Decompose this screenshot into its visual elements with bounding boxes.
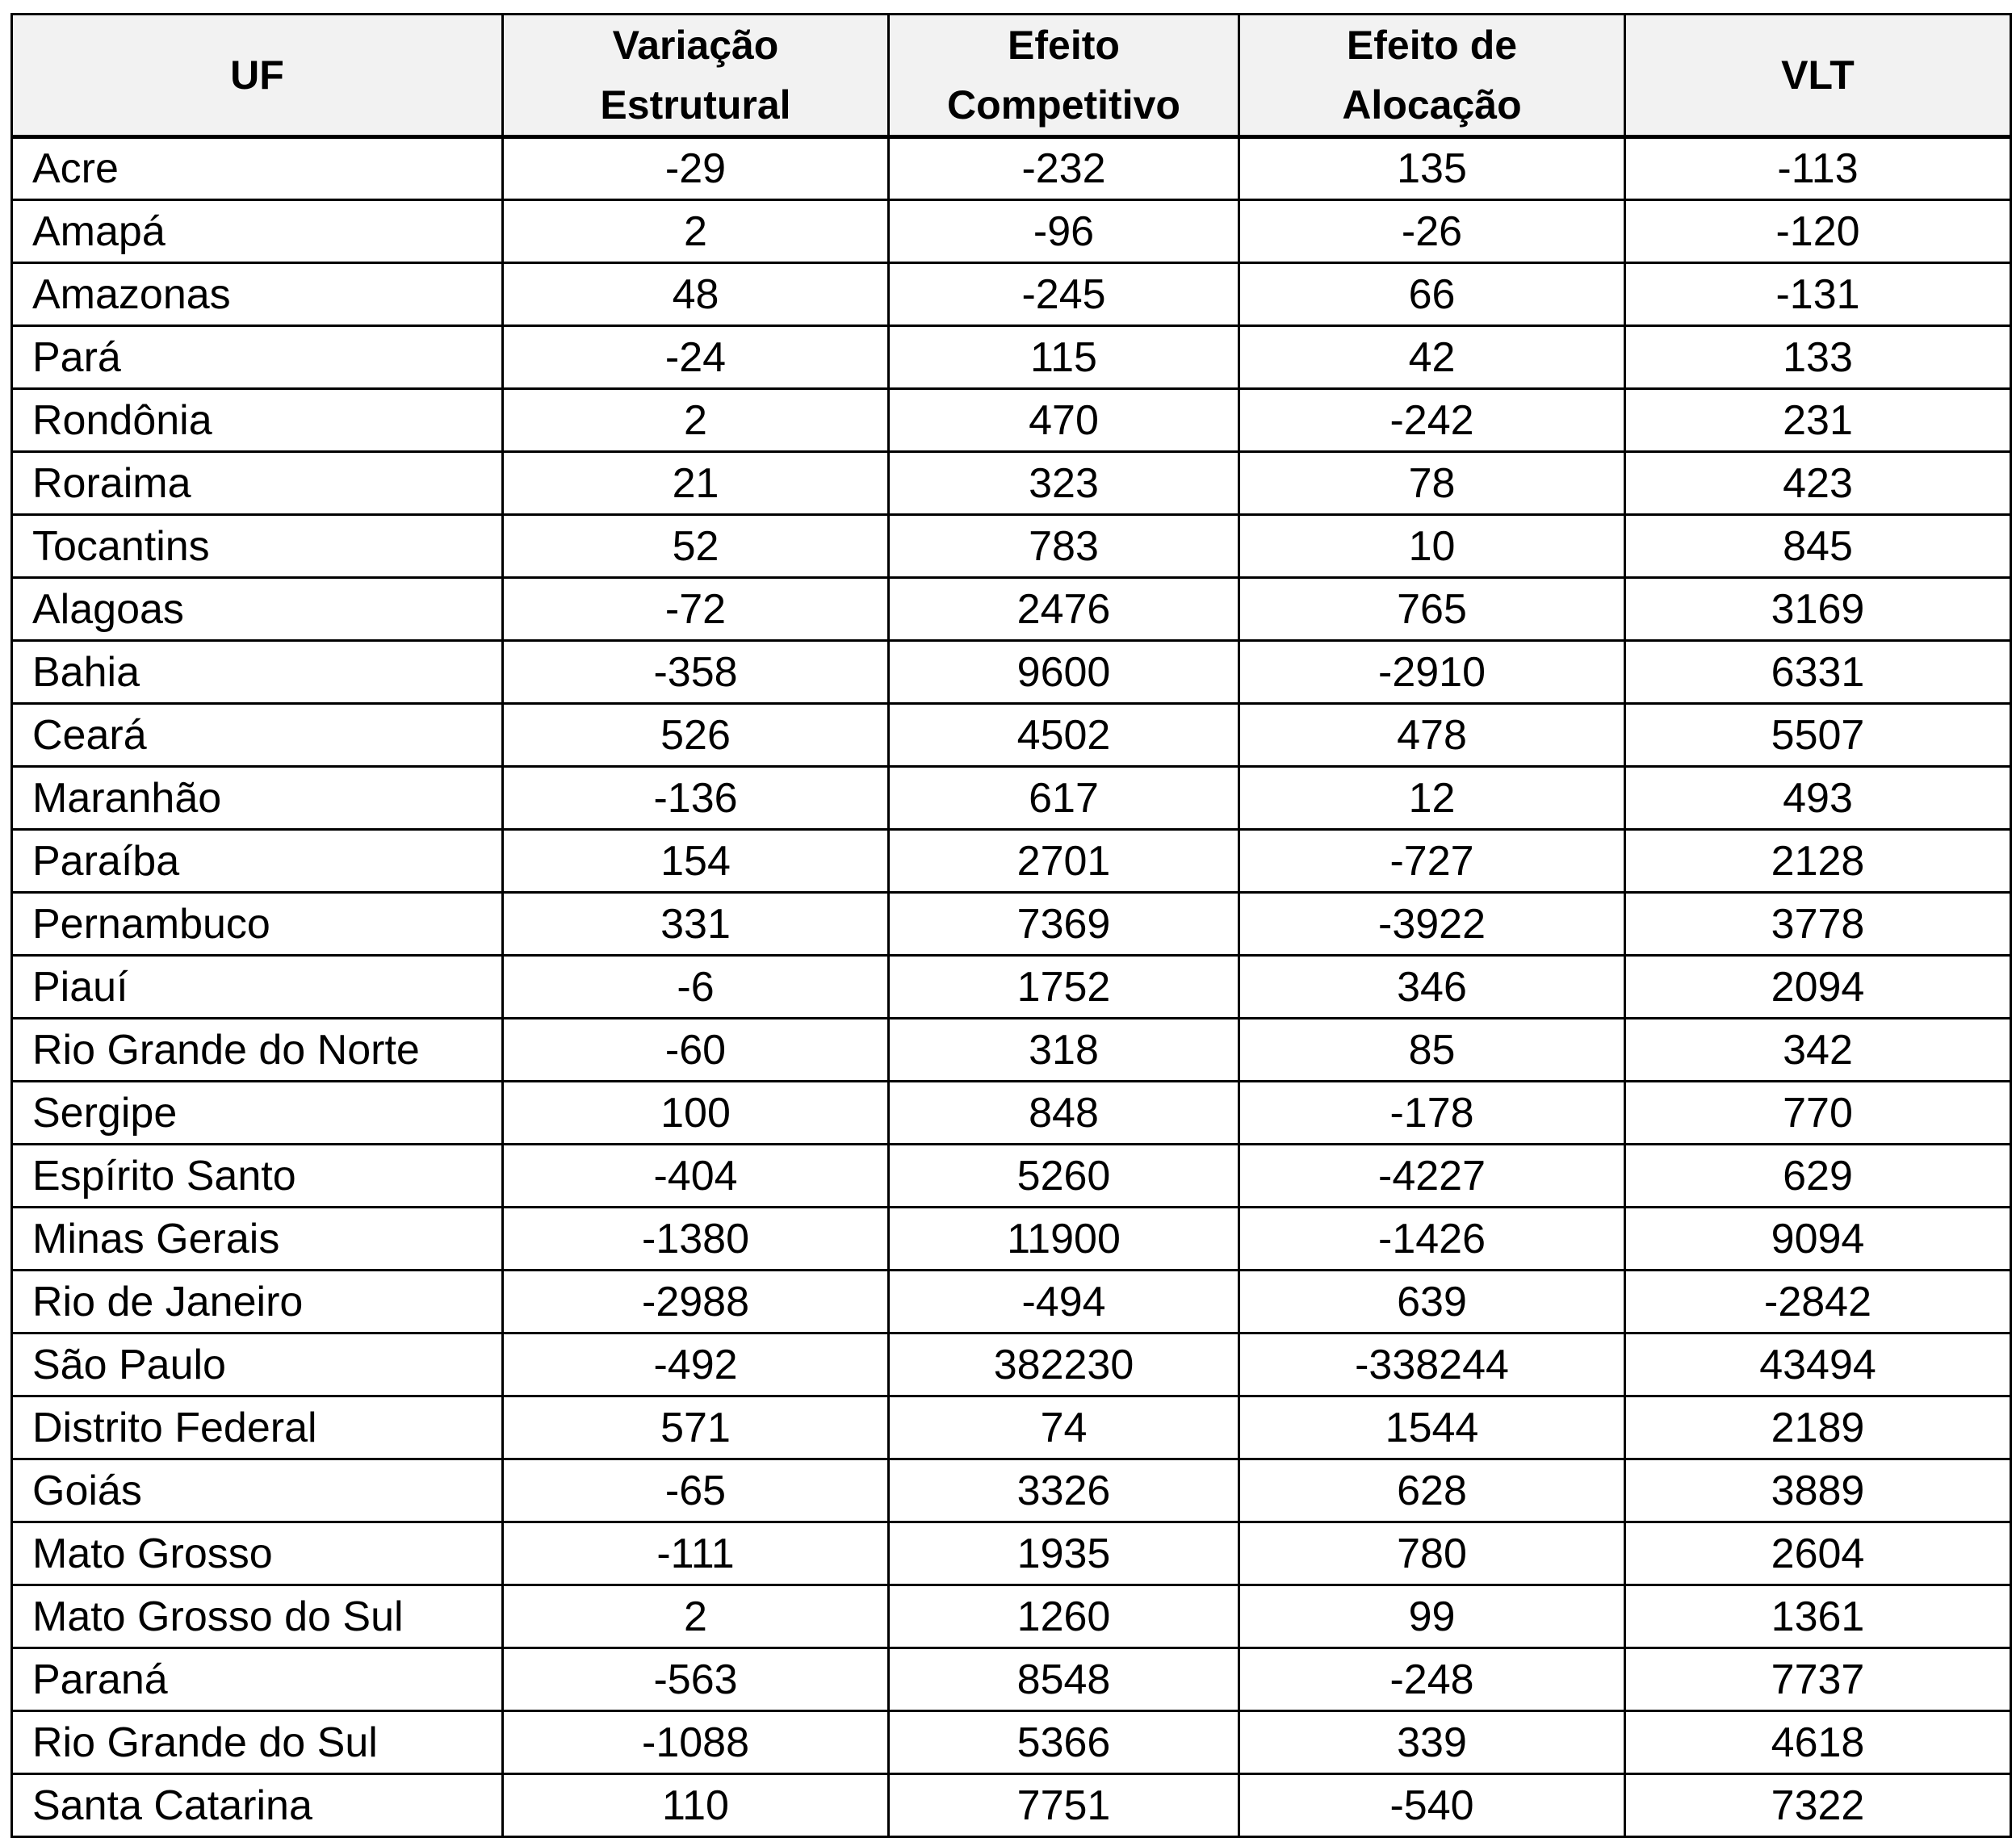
cell-uf: Rondônia	[12, 389, 503, 452]
header-row	[12, 15, 2011, 137]
table-row	[12, 1208, 2011, 1271]
cell-variacao-estrutural: -1380	[503, 1208, 889, 1271]
cell-variacao-estrutural: -2988	[503, 1271, 889, 1333]
table-row	[12, 1522, 2011, 1585]
cell-uf: Acre	[12, 137, 503, 200]
cell-variacao-estrutural: -111	[503, 1522, 889, 1585]
header-variacao-estrutural-line-2: Estrutural	[600, 82, 791, 128]
cell-uf: Rio de Janeiro	[12, 1271, 503, 1333]
table-body	[12, 137, 2011, 1837]
cell-efeito-competitivo: 7369	[889, 893, 1239, 956]
table-row	[12, 1082, 2011, 1145]
cell-efeito-alocacao: 628	[1239, 1459, 1625, 1522]
cell-uf: Distrito Federal	[12, 1396, 503, 1459]
shift-share-table	[10, 13, 2012, 1838]
cell-efeito-alocacao: 1544	[1239, 1396, 1625, 1459]
cell-variacao-estrutural: -404	[503, 1145, 889, 1208]
cell-uf: Pernambuco	[12, 893, 503, 956]
table-header	[12, 15, 2011, 137]
cell-variacao-estrutural: -358	[503, 641, 889, 704]
cell-efeito-competitivo: 323	[889, 452, 1239, 515]
cell-efeito-competitivo: 11900	[889, 1208, 1239, 1271]
header-efeito-competitivo-line-2: Competitivo	[947, 82, 1180, 128]
cell-uf: Pará	[12, 326, 503, 389]
cell-efeito-alocacao: -248	[1239, 1648, 1625, 1711]
cell-variacao-estrutural: -136	[503, 767, 889, 830]
table-row	[12, 1648, 2011, 1711]
cell-efeito-competitivo: -494	[889, 1271, 1239, 1333]
cell-efeito-competitivo: 9600	[889, 641, 1239, 704]
cell-vlt: 770	[1625, 1082, 2011, 1145]
table-row	[12, 704, 2011, 767]
table-row	[12, 578, 2011, 641]
table-row	[12, 1271, 2011, 1333]
table-row	[12, 1585, 2011, 1648]
cell-efeito-alocacao: -242	[1239, 389, 1625, 452]
cell-vlt: 6331	[1625, 641, 2011, 704]
cell-variacao-estrutural: 110	[503, 1774, 889, 1837]
table-row	[12, 1711, 2011, 1774]
cell-efeito-alocacao: 12	[1239, 767, 1625, 830]
cell-uf: Maranhão	[12, 767, 503, 830]
cell-efeito-competitivo: 848	[889, 1082, 1239, 1145]
table-row	[12, 137, 2011, 200]
header-vlt	[1625, 15, 2011, 137]
cell-variacao-estrutural: -60	[503, 1019, 889, 1082]
cell-vlt: 2094	[1625, 956, 2011, 1019]
cell-efeito-alocacao: -178	[1239, 1082, 1625, 1145]
cell-uf: Roraima	[12, 452, 503, 515]
cell-efeito-alocacao: 346	[1239, 956, 1625, 1019]
cell-variacao-estrutural: -65	[503, 1459, 889, 1522]
cell-uf: Ceará	[12, 704, 503, 767]
cell-efeito-alocacao: -3922	[1239, 893, 1625, 956]
cell-efeito-competitivo: 7751	[889, 1774, 1239, 1837]
table-row	[12, 1459, 2011, 1522]
header-uf-label: UF	[230, 52, 284, 98]
cell-uf: Piauí	[12, 956, 503, 1019]
header-efeito-alocacao-line-2: Alocação	[1342, 82, 1522, 128]
cell-efeito-competitivo: -96	[889, 200, 1239, 263]
table-row	[12, 1774, 2011, 1837]
cell-efeito-alocacao: -26	[1239, 200, 1625, 263]
cell-efeito-alocacao: 78	[1239, 452, 1625, 515]
cell-efeito-alocacao: 99	[1239, 1585, 1625, 1648]
cell-efeito-alocacao: 66	[1239, 263, 1625, 326]
table-row	[12, 767, 2011, 830]
cell-vlt: 2604	[1625, 1522, 2011, 1585]
cell-variacao-estrutural: 2	[503, 389, 889, 452]
header-variacao-estrutural	[503, 15, 889, 137]
cell-variacao-estrutural: 48	[503, 263, 889, 326]
cell-vlt: -2842	[1625, 1271, 2011, 1333]
cell-uf: Amapá	[12, 200, 503, 263]
header-efeito-alocacao	[1239, 15, 1625, 137]
table-row	[12, 830, 2011, 893]
cell-vlt: 3169	[1625, 578, 2011, 641]
table-row	[12, 1333, 2011, 1396]
table-row	[12, 452, 2011, 515]
header-uf	[12, 15, 503, 137]
cell-efeito-alocacao: 478	[1239, 704, 1625, 767]
cell-variacao-estrutural: 571	[503, 1396, 889, 1459]
cell-variacao-estrutural: -6	[503, 956, 889, 1019]
cell-efeito-competitivo: 2476	[889, 578, 1239, 641]
cell-vlt: 4618	[1625, 1711, 2011, 1774]
cell-vlt: 423	[1625, 452, 2011, 515]
cell-efeito-alocacao: 339	[1239, 1711, 1625, 1774]
cell-uf: Paraíba	[12, 830, 503, 893]
header-variacao-estrutural-line-1: Variação	[612, 23, 779, 68]
cell-vlt: 7322	[1625, 1774, 2011, 1837]
cell-vlt: 43494	[1625, 1333, 2011, 1396]
cell-uf: Rio Grande do Sul	[12, 1711, 503, 1774]
cell-efeito-competitivo: 1935	[889, 1522, 1239, 1585]
cell-uf: Amazonas	[12, 263, 503, 326]
table-row	[12, 326, 2011, 389]
cell-uf: Sergipe	[12, 1082, 503, 1145]
cell-vlt: 342	[1625, 1019, 2011, 1082]
cell-efeito-competitivo: 318	[889, 1019, 1239, 1082]
cell-efeito-competitivo: -245	[889, 263, 1239, 326]
cell-efeito-competitivo: 5366	[889, 1711, 1239, 1774]
table-row	[12, 263, 2011, 326]
cell-uf: Rio Grande do Norte	[12, 1019, 503, 1082]
cell-efeito-competitivo: 1260	[889, 1585, 1239, 1648]
cell-efeito-competitivo: 783	[889, 515, 1239, 578]
cell-uf: Tocantins	[12, 515, 503, 578]
table-row	[12, 956, 2011, 1019]
cell-efeito-alocacao: 10	[1239, 515, 1625, 578]
table-row	[12, 1396, 2011, 1459]
cell-efeito-competitivo: 115	[889, 326, 1239, 389]
table-row	[12, 893, 2011, 956]
cell-uf: Mato Grosso	[12, 1522, 503, 1585]
cell-variacao-estrutural: -72	[503, 578, 889, 641]
cell-efeito-alocacao: -4227	[1239, 1145, 1625, 1208]
cell-vlt: 845	[1625, 515, 2011, 578]
cell-uf: Bahia	[12, 641, 503, 704]
cell-efeito-alocacao: 765	[1239, 578, 1625, 641]
cell-vlt: 2128	[1625, 830, 2011, 893]
cell-vlt: 5507	[1625, 704, 2011, 767]
cell-efeito-competitivo: 4502	[889, 704, 1239, 767]
cell-uf: Espírito Santo	[12, 1145, 503, 1208]
header-efeito-competitivo-line-1: Efeito	[1008, 23, 1120, 68]
cell-vlt: 9094	[1625, 1208, 2011, 1271]
cell-vlt: 3778	[1625, 893, 2011, 956]
cell-variacao-estrutural: -29	[503, 137, 889, 200]
cell-variacao-estrutural: 331	[503, 893, 889, 956]
cell-variacao-estrutural: 52	[503, 515, 889, 578]
cell-uf: Goiás	[12, 1459, 503, 1522]
cell-variacao-estrutural: -1088	[503, 1711, 889, 1774]
cell-vlt: 231	[1625, 389, 2011, 452]
top-caption-remnant	[0, 0, 2016, 6]
table-row	[12, 641, 2011, 704]
cell-uf: São Paulo	[12, 1333, 503, 1396]
cell-efeito-alocacao: -727	[1239, 830, 1625, 893]
cell-vlt: -131	[1625, 263, 2011, 326]
table-row	[12, 389, 2011, 452]
cell-variacao-estrutural: 2	[503, 1585, 889, 1648]
cell-efeito-competitivo: 8548	[889, 1648, 1239, 1711]
cell-vlt: 629	[1625, 1145, 2011, 1208]
cell-efeito-competitivo: 617	[889, 767, 1239, 830]
cell-vlt: 7737	[1625, 1648, 2011, 1711]
cell-vlt: 133	[1625, 326, 2011, 389]
cell-variacao-estrutural: 21	[503, 452, 889, 515]
cell-variacao-estrutural: 2	[503, 200, 889, 263]
cell-efeito-alocacao: 780	[1239, 1522, 1625, 1585]
cell-uf: Minas Gerais	[12, 1208, 503, 1271]
cell-vlt: 2189	[1625, 1396, 2011, 1459]
cell-efeito-alocacao: 85	[1239, 1019, 1625, 1082]
cell-uf: Paraná	[12, 1648, 503, 1711]
cell-efeito-competitivo: 382230	[889, 1333, 1239, 1396]
cell-variacao-estrutural: -24	[503, 326, 889, 389]
header-efeito-alocacao-line-1: Efeito de	[1346, 23, 1518, 68]
header-vlt-label: VLT	[1781, 52, 1855, 98]
cell-variacao-estrutural: -492	[503, 1333, 889, 1396]
table-row	[12, 1019, 2011, 1082]
cell-efeito-alocacao: 639	[1239, 1271, 1625, 1333]
cell-efeito-competitivo: 3326	[889, 1459, 1239, 1522]
cell-vlt: 493	[1625, 767, 2011, 830]
cell-variacao-estrutural: 526	[503, 704, 889, 767]
cell-uf: Mato Grosso do Sul	[12, 1585, 503, 1648]
cell-efeito-alocacao: 135	[1239, 137, 1625, 200]
table-row	[12, 1145, 2011, 1208]
cell-vlt: 1361	[1625, 1585, 2011, 1648]
cell-vlt: -120	[1625, 200, 2011, 263]
cell-efeito-competitivo: 1752	[889, 956, 1239, 1019]
cell-variacao-estrutural: -563	[503, 1648, 889, 1711]
cell-uf: Alagoas	[12, 578, 503, 641]
cell-uf: Santa Catarina	[12, 1774, 503, 1837]
header-efeito-competitivo	[889, 15, 1239, 137]
table-row	[12, 515, 2011, 578]
cell-efeito-competitivo: 74	[889, 1396, 1239, 1459]
cell-efeito-alocacao: -540	[1239, 1774, 1625, 1837]
cell-variacao-estrutural: 154	[503, 830, 889, 893]
table-row	[12, 200, 2011, 263]
cell-efeito-alocacao: 42	[1239, 326, 1625, 389]
cell-vlt: 3889	[1625, 1459, 2011, 1522]
cell-efeito-alocacao: -2910	[1239, 641, 1625, 704]
cell-efeito-competitivo: 2701	[889, 830, 1239, 893]
cell-efeito-competitivo: 5260	[889, 1145, 1239, 1208]
cell-variacao-estrutural: 100	[503, 1082, 889, 1145]
cell-efeito-competitivo: 470	[889, 389, 1239, 452]
cell-efeito-alocacao: -1426	[1239, 1208, 1625, 1271]
cell-efeito-competitivo: -232	[889, 137, 1239, 200]
cell-efeito-alocacao: -338244	[1239, 1333, 1625, 1396]
cell-vlt: -113	[1625, 137, 2011, 200]
